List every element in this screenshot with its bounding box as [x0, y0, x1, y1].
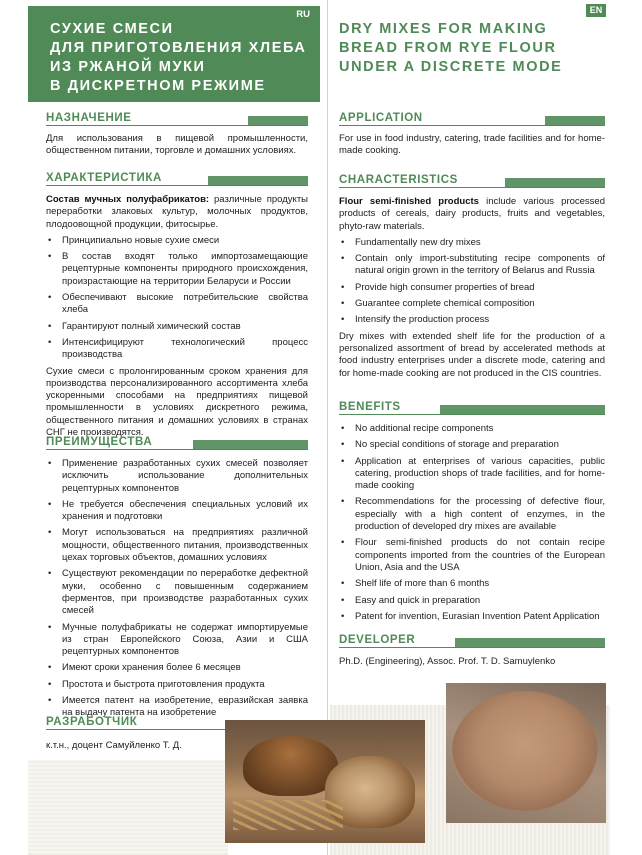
title-banner-ru: [28, 6, 320, 102]
list-item: • Интенсифицируют технологический процесс производства: [46, 337, 308, 362]
section-heading-benefits-en: BENEFITS: [339, 401, 605, 415]
list-item: • Не требуется обеспечения специальных условий их хранения и подготовки: [46, 499, 308, 524]
list-item: • Существуют рекомендации по переработке дефектной муки, особенно с повышенным содержанием ферментов, при производстве разработанных сухих смесей: [46, 568, 308, 617]
characteristics-list-ru: [46, 235, 308, 362]
characteristics-block-ru: Состав мучных полуфабрикатов: различные продукты переработки злаковых культур, молочных продуктов, плодоовощной продукции, фитосырье. • Принципиально новые сухие смеси • В состав входят только импортозамещающие рецептурные компоненты природного происхождения, произрастающие на территории Беларуси и России • Обеспечивают высокие потребительские свойства хлеба • Гарантируют полный химический состав • Интенсифицируют технологический процесс производства Сухие смеси с пролонгированным сроком хранения для производства персонализированного ассортимента хлеба ускоренными способами на предприятиях пищевой промышленности в условиях дискретного режима, общественного питания и домашних условиях в странах СНГ не производятся.: [46, 194, 308, 439]
list-item: • Мучные полуфабрикаты не содержат импортируемые из стран Европейского Союза, Азии и США рецептурных компонентов: [46, 622, 308, 659]
characteristics-list-en: [339, 237, 605, 327]
list-item: • Shelf life of more than 6 months: [339, 578, 605, 590]
flour-bowl-photo: [446, 683, 606, 823]
page-title-ru: СУХИЕ СМЕСИ ДЛЯ ПРИГОТОВЛЕНИЯ ХЛЕБА ИЗ РЖАНОЙ МУКИ В ДИСКРЕТНОМ РЕЖИМЕ: [50, 21, 307, 94]
list-item: • Provide high consumer properties of bread: [339, 282, 605, 294]
list-item: • Имеют сроки хранения более 6 месяцев: [46, 662, 308, 674]
rye-bread-photo: [225, 720, 425, 843]
advantages-list-ru: [46, 458, 308, 720]
list-item: • Contain only import-substituting recipe components of natural origin grown in the territory of Belarus and Russia: [339, 253, 605, 278]
list-item: • Имеется патент на изобретение, евразийская заявка на выдачу патента на изобретение: [46, 695, 308, 720]
list-item: • Могут использоваться на предприятиях различной мощности, общественного питания, производственных цехах торговых объектов, домашних условиях: [46, 527, 308, 564]
list-item: • Application at enterprises of various capacities, public catering, production shops of trade facilities, and for home-made cooking: [339, 456, 605, 493]
list-item: • Easy and quick in preparation: [339, 595, 605, 607]
list-item: • Patent for invention, Eurasian Invention Patent Application: [339, 611, 605, 623]
section-heading-application-en: APPLICATION: [339, 112, 605, 126]
list-item: • Обеспечивают высокие потребительские свойства хлеба: [46, 292, 308, 317]
section-heading-characteristics-en: CHARACTERISTICS: [339, 174, 605, 188]
developer-text-ru: к.т.н., доцент Самуйленко Т. Д.: [46, 740, 182, 751]
list-item: • Fundamentally new dry mixes: [339, 237, 605, 249]
characteristics-tail-en: Dry mixes with extended shelf life for the production of a personalized assortment of bread by accelerated methods at food industry enterprises under a discrete mode, catering and for home-made cooking are not produced in the CIS countries.: [339, 330, 605, 379]
section-heading-developer-en: DEVELOPER: [339, 634, 605, 648]
list-item: • Применение разработанных сухих смесей позволяет исключить использование дополнительных рецептурных компонентов: [46, 458, 308, 495]
burlap-background-ru: [28, 760, 228, 855]
section-heading-advantages-ru: ПРЕИМУЩЕСТВА: [46, 436, 308, 450]
purpose-text-ru: Для использования в пищевой промышленности, общественном питании, торговле и домашних условиях.: [46, 133, 308, 157]
section-heading-purpose-ru: НАЗНАЧЕНИЕ: [46, 112, 308, 126]
page-title-en: DRY MIXES FOR MAKING BREAD FROM RYE FLOUR UNDER A DISCRETE MODE: [339, 21, 563, 75]
section-heading-developer-ru: РАЗРАБОТЧИК: [46, 716, 308, 730]
list-item: • В состав входят только импортозамещающие рецептурные компоненты природного происхождения, произрастающие на территории Беларуси и России: [46, 251, 308, 288]
list-item: • Guarantee complete chemical composition: [339, 298, 605, 310]
list-item: • Простота и быстрота приготовления продукта: [46, 679, 308, 691]
section-heading-characteristics-ru: ХАРАКТЕРИСТИКА: [46, 172, 308, 186]
characteristics-block-en: Flour semi-finished products include various processed products of cereals, dairy products, fruits and vegetables, phyto-raw materials. • Fundamentally new dry mixes • Contain only import-substituting recipe components of natural origin grown in the territory of Belarus and Russia • Provide high consumer properties of bread • Guarantee complete chemical composition • Intensify the production process Dry mixes with extended shelf life for the production of a personalized assortment of bread by accelerated methods at food industry enterprises under a discrete mode, catering and for home-made cooking are not produced in the CIS countries.: [339, 196, 605, 380]
characteristics-tail-ru: Сухие смеси с пролонгированным сроком хранения для производства персонализированного ассортимента хлеба ускоренными способами на предприятиях пищевой промышленности в условиях дискретного режима, общественного питания и домашних условиях в странах СНГ не производятся.: [46, 365, 308, 439]
list-item: • No additional recipe components: [339, 423, 605, 435]
list-item: • Принципиально новые сухие смеси: [46, 235, 308, 247]
benefits-list-en: [339, 423, 605, 623]
list-item: • Гарантируют полный химический состав: [46, 321, 308, 333]
developer-text-en: Ph.D. (Engineering), Assoc. Prof. T. D. Samuylenko: [339, 656, 556, 667]
language-label-en: EN: [586, 4, 606, 17]
list-item: • Recommendations for the processing of defective flour, especially with a high content of enzymes, in the production of developed dry mixes are available: [339, 496, 605, 533]
benefits-block-en: [339, 423, 605, 627]
advantages-block-ru: [46, 458, 308, 724]
list-item: • Flour semi-finished products do not contain recipe components imported from the countries of the European Union, Asia and the USA: [339, 537, 605, 574]
application-text-en: For use in food industry, catering, trade facilities and for home-made cooking.: [339, 133, 605, 157]
list-item: • No special conditions of storage and preparation: [339, 439, 605, 451]
language-label-ru: RU: [296, 9, 310, 20]
list-item: • Intensify the production process: [339, 314, 605, 326]
